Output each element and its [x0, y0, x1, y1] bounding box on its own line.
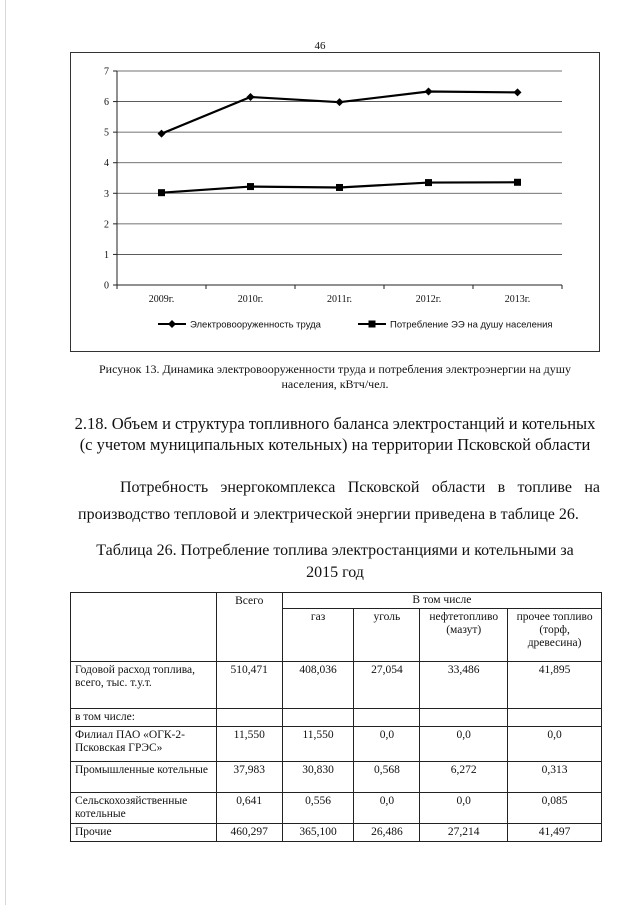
table-row — [71, 824, 602, 842]
figure-caption-line-1: Рисунок 13. Динамика электровооруженности труда и потребления электроэнергии на душу — [98, 362, 572, 376]
table-row — [71, 762, 602, 793]
body-paragraph: Потребность энергокомплекса Псковской области в топливе на производство тепловой и электрической энергии приведена в таблице 26. — [78, 479, 600, 523]
cell-total: 0,641 — [216, 793, 282, 824]
chart-frame — [71, 53, 600, 352]
row-label: в том числе: — [71, 709, 217, 727]
x-tick-label: 2011г. — [326, 294, 353, 305]
header-other: прочее топливо (торф, древесина) — [508, 609, 602, 662]
series-line-1 — [162, 91, 518, 133]
header-gas: газ — [282, 609, 354, 662]
data-point-series-2 — [336, 184, 343, 191]
header-coal: уголь — [354, 609, 420, 662]
header-oil: нефтетопливо (мазут) — [420, 609, 508, 662]
x-tick-label: 2012г. — [415, 294, 442, 305]
data-point-series-2 — [158, 189, 165, 196]
cell-coal: 0,0 — [354, 793, 420, 824]
header-including: В том числе — [282, 593, 601, 609]
cell-other — [508, 709, 602, 727]
header-total: Всего — [216, 593, 282, 662]
section-heading-line-2: (с учетом муниципальных котельных) на территории Псковской области — [79, 435, 591, 454]
cell-coal — [354, 709, 420, 727]
cell-gas: 408,036 — [282, 662, 354, 709]
legend-marker-2 — [369, 321, 376, 328]
cell-total: 460,297 — [216, 824, 282, 842]
y-tick-label: 7 — [104, 66, 109, 78]
legend-marker-1 — [168, 320, 176, 328]
cell-total: 37,983 — [216, 762, 282, 793]
cell-gas: 11,550 — [282, 727, 354, 762]
table-title-line-1: Таблица 26. Потребление топлива электростанциями и котельными за — [96, 542, 574, 559]
cell-coal: 26,486 — [354, 824, 420, 842]
table-title-line-2: 2015 год — [306, 564, 364, 581]
x-tick-label: 2010г. — [237, 294, 264, 305]
data-point-series-1 — [425, 87, 433, 95]
row-label: Промышленные котельные — [71, 762, 217, 793]
table-row — [71, 709, 602, 727]
table-row — [71, 662, 602, 709]
cell-oil: 0,0 — [420, 727, 508, 762]
y-tick-label: 2 — [104, 219, 109, 231]
table-title — [70, 540, 600, 584]
fuel-consumption-table — [70, 592, 602, 842]
cell-coal: 0,568 — [354, 762, 420, 793]
section-heading — [70, 413, 600, 455]
y-tick-label: 6 — [104, 97, 109, 109]
data-point-series-1 — [336, 98, 344, 106]
legend-label-1: Электровооруженность труда — [190, 319, 321, 331]
data-point-series-1 — [514, 88, 522, 96]
data-point-series-2 — [425, 179, 432, 186]
cell-gas: 365,100 — [282, 824, 354, 842]
cell-coal: 0,0 — [354, 727, 420, 762]
y-tick-label: 5 — [104, 127, 109, 139]
data-point-series-2 — [514, 179, 521, 186]
y-tick-label: 0 — [104, 280, 109, 292]
cell-total: 510,471 — [216, 662, 282, 709]
data-point-series-2 — [247, 183, 254, 190]
figure-caption — [70, 362, 600, 392]
row-label: Годовой расход топлива, всего, тыс. т.у.т. — [71, 662, 217, 709]
x-tick-label: 2009г. — [148, 294, 175, 305]
legend-label-2: Потребление ЭЭ на душу населения — [390, 319, 553, 331]
table-row — [71, 727, 602, 762]
line-chart — [70, 52, 600, 352]
cell-other: 0,085 — [508, 793, 602, 824]
cell-oil: 27,214 — [420, 824, 508, 842]
x-tick-label: 2013г. — [504, 294, 531, 305]
figure-caption-line-2: населения, кВтч/чел. — [281, 377, 389, 391]
cell-oil: 0,0 — [420, 793, 508, 824]
cell-other: 41,497 — [508, 824, 602, 842]
cell-gas: 30,830 — [282, 762, 354, 793]
cell-oil: 6,272 — [420, 762, 508, 793]
row-label: Филиал ПАО «ОГК-2-Псковская ГРЭС» — [71, 727, 217, 762]
y-tick-label: 4 — [104, 158, 109, 170]
table-row — [71, 793, 602, 824]
row-label: Сельскохозяйственные котельные — [71, 793, 217, 824]
page-number: 46 — [314, 40, 326, 52]
row-label: Прочие — [71, 824, 217, 842]
cell-other: 41,895 — [508, 662, 602, 709]
scan-edge — [5, 0, 6, 905]
cell-gas — [282, 709, 354, 727]
cell-oil — [420, 709, 508, 727]
cell-other: 0,0 — [508, 727, 602, 762]
data-point-series-1 — [158, 130, 166, 138]
y-tick-label: 1 — [104, 249, 109, 261]
section-heading-line-1: 2.18. Объем и структура топливного баланса электростанций и котельных — [74, 414, 596, 433]
cell-gas: 0,556 — [282, 793, 354, 824]
table-header-row-1 — [71, 593, 602, 609]
cell-total: 11,550 — [216, 727, 282, 762]
cell-oil: 33,486 — [420, 662, 508, 709]
header-empty-cell — [71, 593, 217, 662]
data-point-series-1 — [247, 93, 255, 101]
cell-coal: 27,054 — [354, 662, 420, 709]
cell-other: 0,313 — [508, 762, 602, 793]
cell-total — [216, 709, 282, 727]
y-tick-label: 3 — [104, 188, 109, 200]
